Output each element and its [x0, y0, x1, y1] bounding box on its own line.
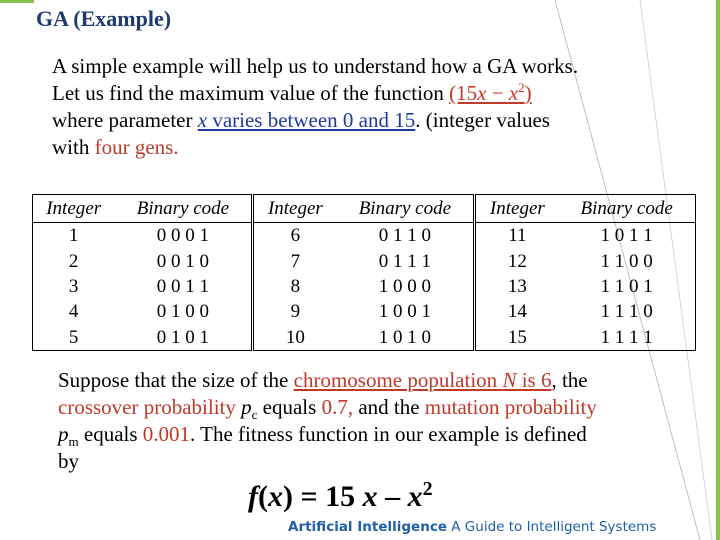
integer-cell: 13	[475, 274, 558, 299]
binary-code-cell: 1 1 0 1	[600, 275, 653, 297]
header-binary-code: Binary code	[336, 195, 475, 223]
parameter-range: x varies between 0 and 15	[197, 108, 416, 132]
table-row	[33, 299, 696, 324]
binary-code-cell: 0 1 1 0	[378, 225, 431, 247]
crossover-value: 0.7,	[321, 395, 354, 419]
binary-code-cell: 1 1 0 0	[600, 250, 653, 272]
gene-count: four gens.	[94, 135, 179, 159]
parameters-paragraph	[58, 367, 678, 475]
table-row	[33, 223, 696, 249]
integer-cell: 8	[253, 274, 336, 299]
params-line-1: Suppose that the size of the chromosome population N is 6, the	[58, 368, 588, 392]
function-expression: $(15x - x^2)$	[449, 80, 532, 105]
binary-code-cell: 1 1 1 1	[600, 326, 653, 348]
binary-code-cell: 0 0 1 0	[156, 250, 210, 272]
integer-cell: 6	[253, 223, 336, 249]
intro-line-3: where parameter x varies between 0 and 15. (integer values	[52, 108, 550, 132]
params-line-2: crossover probability $p_c$ equals 0.7, and the mutation probability	[58, 395, 597, 423]
integer-cell: 2	[68, 250, 79, 272]
header-binary-code: Binary code	[114, 195, 253, 223]
intro-text: Let us find the maximum value of the function	[52, 81, 450, 105]
intro-paragraph	[52, 53, 672, 161]
fitness-function: f(x) = 15 x – $x^2$	[248, 478, 433, 513]
top-accent-bar	[0, 0, 34, 3]
mutation-value: 0.001	[142, 422, 191, 446]
intro-line-2	[52, 80, 672, 107]
binary-code-cell: 1 0 1 0	[378, 326, 431, 348]
integer-cell: 1	[68, 225, 79, 247]
integer-cell: 4	[68, 301, 79, 323]
binary-code-cell: 1 0 0 0	[378, 275, 431, 297]
integer-cell: 14	[475, 299, 558, 324]
integer-cell: 10	[253, 325, 336, 351]
integer-cell: 7	[253, 248, 336, 273]
binary-code-cell: 0 0 0 1	[156, 225, 210, 247]
integer-cell: 9	[253, 299, 336, 324]
table-row	[33, 325, 696, 351]
binary-code-cell: 0 1 1 1	[378, 250, 431, 272]
right-accent-bar	[716, 0, 720, 540]
integer-cell: 5	[68, 326, 79, 348]
binary-code-cell: 0 0 1 1	[156, 275, 210, 297]
integer-cell: 12	[475, 248, 558, 273]
params-line-4: by	[58, 449, 79, 473]
integer-cell: 11	[475, 223, 558, 249]
mutation-probability: mutation probability	[424, 395, 597, 419]
table-row	[33, 274, 696, 299]
binary-code-cell: 1 0 0 1	[378, 301, 431, 323]
header-integer: Integer	[475, 195, 558, 223]
population-size: chromosome population N is 6	[293, 368, 552, 392]
integer-cell: 15	[475, 325, 558, 351]
header-integer: Integer	[253, 195, 336, 223]
table-header-row	[33, 195, 696, 223]
slide-title: GA (Example)	[36, 6, 172, 31]
header-integer: Integer	[33, 195, 115, 223]
binary-code-cell: 0 1 0 1	[156, 326, 210, 348]
params-line-3: $p_m$ equals 0.001. The fitness function in our example is defined	[58, 422, 587, 450]
table-row	[33, 248, 696, 273]
header-binary-code: Binary code	[558, 195, 695, 223]
integer-cell: 3	[68, 275, 79, 297]
crossover-probability: crossover probability	[58, 395, 242, 419]
binary-code-cell: 0 1 0 0	[156, 301, 210, 323]
binary-code-cell: 1 1 1 0	[600, 301, 653, 323]
binary-code-table	[32, 194, 696, 351]
intro-line-4: with four gens.	[52, 135, 179, 159]
binary-code-cell: 1 0 1 1	[600, 225, 653, 247]
intro-line-1: A simple example will help us to understand how a GA works.	[52, 54, 579, 78]
footer-book-title: Artificial Intelligence A Guide to Intelligent Systems	[288, 519, 657, 535]
